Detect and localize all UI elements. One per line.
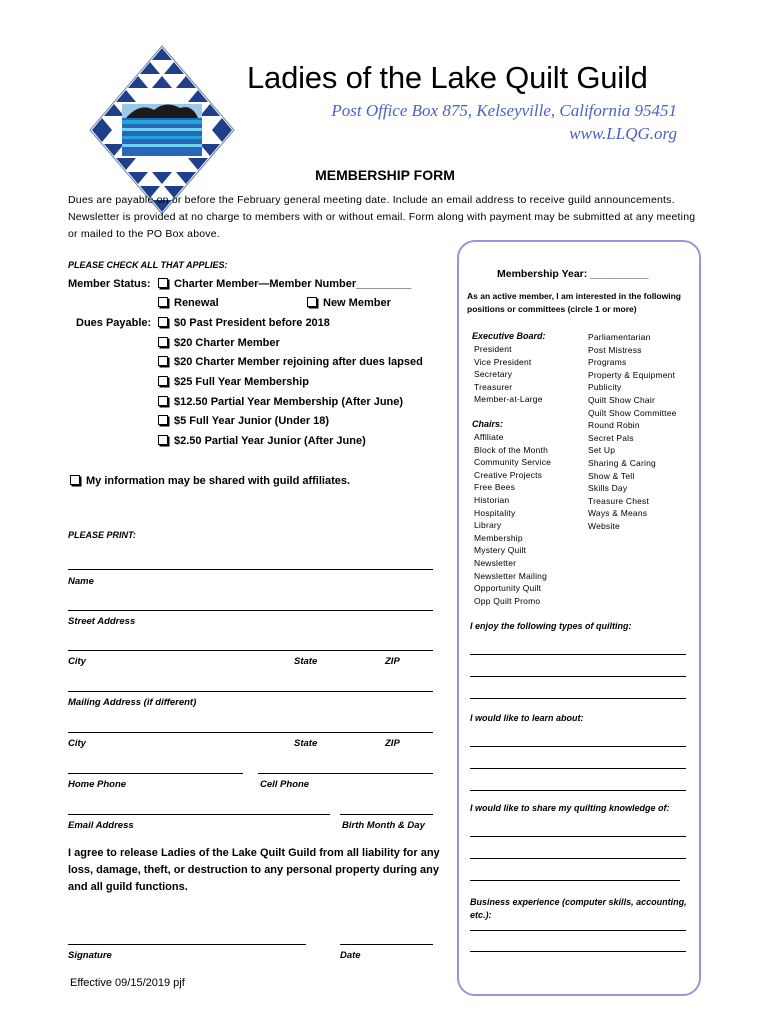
- list-item[interactable]: Treasurer: [474, 381, 513, 392]
- business-line[interactable]: [470, 930, 686, 931]
- street-line[interactable]: [68, 610, 433, 611]
- right-list: [588, 331, 677, 533]
- list-item[interactable]: Post Mistress: [588, 344, 642, 355]
- share-line[interactable]: [470, 858, 686, 859]
- list-item[interactable]: Creative Projects: [474, 469, 543, 480]
- list-item[interactable]: Secretary: [474, 369, 513, 380]
- exec-list: [474, 343, 543, 406]
- list-item[interactable]: Website: [588, 520, 620, 531]
- form-title: MEMBERSHIP FORM: [315, 167, 455, 183]
- chairs-list: [474, 431, 551, 607]
- renewal-option[interactable]: Renewal: [158, 297, 219, 309]
- learn-heading: I would like to learn about:: [470, 713, 584, 723]
- share-info-option[interactable]: My information may be shared with guild affiliates.: [70, 475, 350, 487]
- business-line[interactable]: [470, 951, 686, 952]
- date-line[interactable]: [340, 944, 433, 945]
- member-status-label: Member Status:: [68, 278, 151, 290]
- checkbox-icon[interactable]: [158, 278, 168, 288]
- dues-option[interactable]: $5 Full Year Junior (Under 18): [158, 415, 329, 427]
- list-item[interactable]: Mystery Quilt: [474, 545, 527, 556]
- list-item[interactable]: Affiliate: [474, 432, 504, 442]
- dues-option[interactable]: $20 Charter Member rejoining after dues lapsed: [158, 356, 423, 368]
- mailing-label: Mailing Address (if different): [68, 697, 197, 708]
- cell-phone-line[interactable]: [258, 773, 433, 774]
- list-item[interactable]: Publicity: [588, 382, 622, 393]
- signature-label: Signature: [68, 950, 112, 961]
- checkbox-icon[interactable]: [158, 396, 168, 406]
- list-item[interactable]: Block of the Month: [474, 444, 548, 455]
- postal-address: Post Office Box 875, Kelseyville, California 95451: [331, 101, 677, 120]
- enjoy-line[interactable]: [470, 698, 686, 699]
- list-item[interactable]: Library: [474, 520, 502, 531]
- membership-year[interactable]: Membership Year: __________: [497, 268, 649, 280]
- list-item[interactable]: Free Bees: [474, 482, 516, 493]
- home-phone-line[interactable]: [68, 773, 243, 774]
- share-line[interactable]: [470, 880, 680, 881]
- list-item[interactable]: Newsletter: [474, 557, 517, 568]
- list-item[interactable]: Treasure Chest: [588, 495, 650, 506]
- list-item[interactable]: Opp Quilt Promo: [474, 595, 541, 606]
- website-link[interactable]: www.LLQG.org: [569, 124, 677, 143]
- checkbox-icon[interactable]: [307, 297, 317, 307]
- enjoy-heading: I enjoy the following types of quilting:: [470, 621, 632, 631]
- effective-date: Effective 09/15/2019 pjf: [70, 977, 185, 989]
- list-item[interactable]: Community Service: [474, 457, 552, 468]
- list-item[interactable]: Newsletter Mailing: [474, 570, 548, 581]
- list-item[interactable]: Parliamentarian: [588, 332, 651, 342]
- share-line[interactable]: [470, 836, 686, 837]
- interest-text: As an active member, I am interested in the following positions or committees (circle 1 or more): [467, 291, 681, 314]
- state-label: State: [294, 656, 318, 667]
- enjoy-line[interactable]: [470, 654, 686, 655]
- learn-line[interactable]: [470, 746, 686, 747]
- list-item[interactable]: President: [474, 344, 512, 354]
- birth-label: Birth Month & Day: [342, 820, 425, 831]
- list-item[interactable]: Membership: [474, 532, 523, 543]
- checkbox-icon[interactable]: [158, 317, 168, 327]
- dues-option[interactable]: $12.50 Partial Year Membership (After June): [158, 396, 403, 408]
- list-item[interactable]: Sharing & Caring: [588, 457, 656, 468]
- email-line[interactable]: [68, 814, 330, 815]
- list-item[interactable]: Quilt Show Chair: [588, 394, 655, 405]
- list-item[interactable]: Opportunity Quilt: [474, 583, 542, 594]
- name-line[interactable]: [68, 569, 433, 570]
- list-item[interactable]: Show & Tell: [588, 470, 635, 481]
- intro-text: Dues are payable on or before the February general meeting date. Include an email address to receive guild announcements. Newsletter is provided at no charge to members with or without email. Form along with payment may be submitted at any meeting or mailed to the PO Box above.: [68, 194, 696, 240]
- share-heading: I would like to share my quilting knowledge of:: [470, 803, 670, 813]
- street-label: Street Address: [68, 616, 136, 627]
- zip2-label: ZIP: [385, 738, 400, 749]
- signature-line[interactable]: [68, 944, 306, 945]
- business-heading: Business experience (computer skills, accounting, etc.):: [470, 897, 687, 920]
- name-label: Name: [68, 576, 94, 587]
- list-item[interactable]: Historian: [474, 494, 510, 505]
- guild-logo: [88, 44, 236, 216]
- list-item[interactable]: Ways & Means: [588, 508, 648, 519]
- home-phone-label: Home Phone: [68, 779, 127, 790]
- email-label: Email Address: [68, 820, 134, 831]
- cell-phone-label: Cell Phone: [260, 779, 310, 790]
- mailing-line[interactable]: [68, 691, 433, 692]
- checkbox-icon[interactable]: [158, 356, 168, 366]
- date-label: Date: [340, 950, 361, 961]
- new-member-option[interactable]: New Member: [307, 297, 391, 309]
- city2-line[interactable]: [68, 732, 433, 733]
- list-item[interactable]: Vice President: [474, 356, 532, 367]
- list-item[interactable]: Set Up: [588, 445, 616, 456]
- dues-label: Dues Payable:: [76, 317, 152, 329]
- state2-label: State: [294, 738, 318, 749]
- learn-line[interactable]: [470, 790, 686, 791]
- list-item[interactable]: Quilt Show Committee: [588, 407, 677, 418]
- checkbox-icon[interactable]: [158, 376, 168, 386]
- list-item[interactable]: Hospitality: [474, 507, 516, 518]
- checkbox-icon[interactable]: [158, 415, 168, 425]
- city2-label: City: [68, 738, 86, 749]
- learn-line[interactable]: [470, 768, 686, 769]
- zip-label: ZIP: [385, 656, 400, 667]
- enjoy-line[interactable]: [470, 676, 686, 677]
- charter-member-option[interactable]: Charter Member—Member Number_________: [158, 278, 411, 290]
- list-item[interactable]: Round Robin: [588, 420, 640, 431]
- check-heading: PLEASE CHECK ALL THAT APPLIES:: [68, 260, 228, 270]
- dues-option[interactable]: $20 Charter Member: [158, 337, 280, 349]
- list-item[interactable]: Skills Day: [588, 483, 628, 494]
- checkbox-icon[interactable]: [158, 297, 168, 307]
- list-item[interactable]: Property & Equipment: [588, 369, 676, 380]
- chairs-heading: Chairs:: [472, 419, 504, 429]
- print-heading: PLEASE PRINT:: [68, 530, 136, 540]
- list-item[interactable]: Secret Pals: [588, 432, 634, 443]
- checkbox-icon[interactable]: [70, 475, 80, 485]
- dues-option[interactable]: $2.50 Partial Year Junior (After June): [158, 435, 366, 447]
- city-label: City: [68, 656, 86, 667]
- birth-line[interactable]: [340, 814, 433, 815]
- release-statement: I agree to release Ladies of the Lake Quilt Guild from all liability for any loss, damage, theft, or destruction to any personal property during any and all guild functions.: [68, 847, 440, 893]
- dues-option[interactable]: $0 Past President before 2018: [158, 317, 330, 329]
- guild-title: Ladies of the Lake Quilt Guild: [247, 60, 648, 95]
- exec-heading: Executive Board:: [472, 331, 546, 341]
- checkbox-icon[interactable]: [158, 435, 168, 445]
- city-line[interactable]: [68, 650, 433, 651]
- dues-option[interactable]: $25 Full Year Membership: [158, 376, 309, 388]
- list-item[interactable]: Member-at-Large: [474, 394, 543, 405]
- checkbox-icon[interactable]: [158, 337, 168, 347]
- list-item[interactable]: Programs: [588, 357, 627, 368]
